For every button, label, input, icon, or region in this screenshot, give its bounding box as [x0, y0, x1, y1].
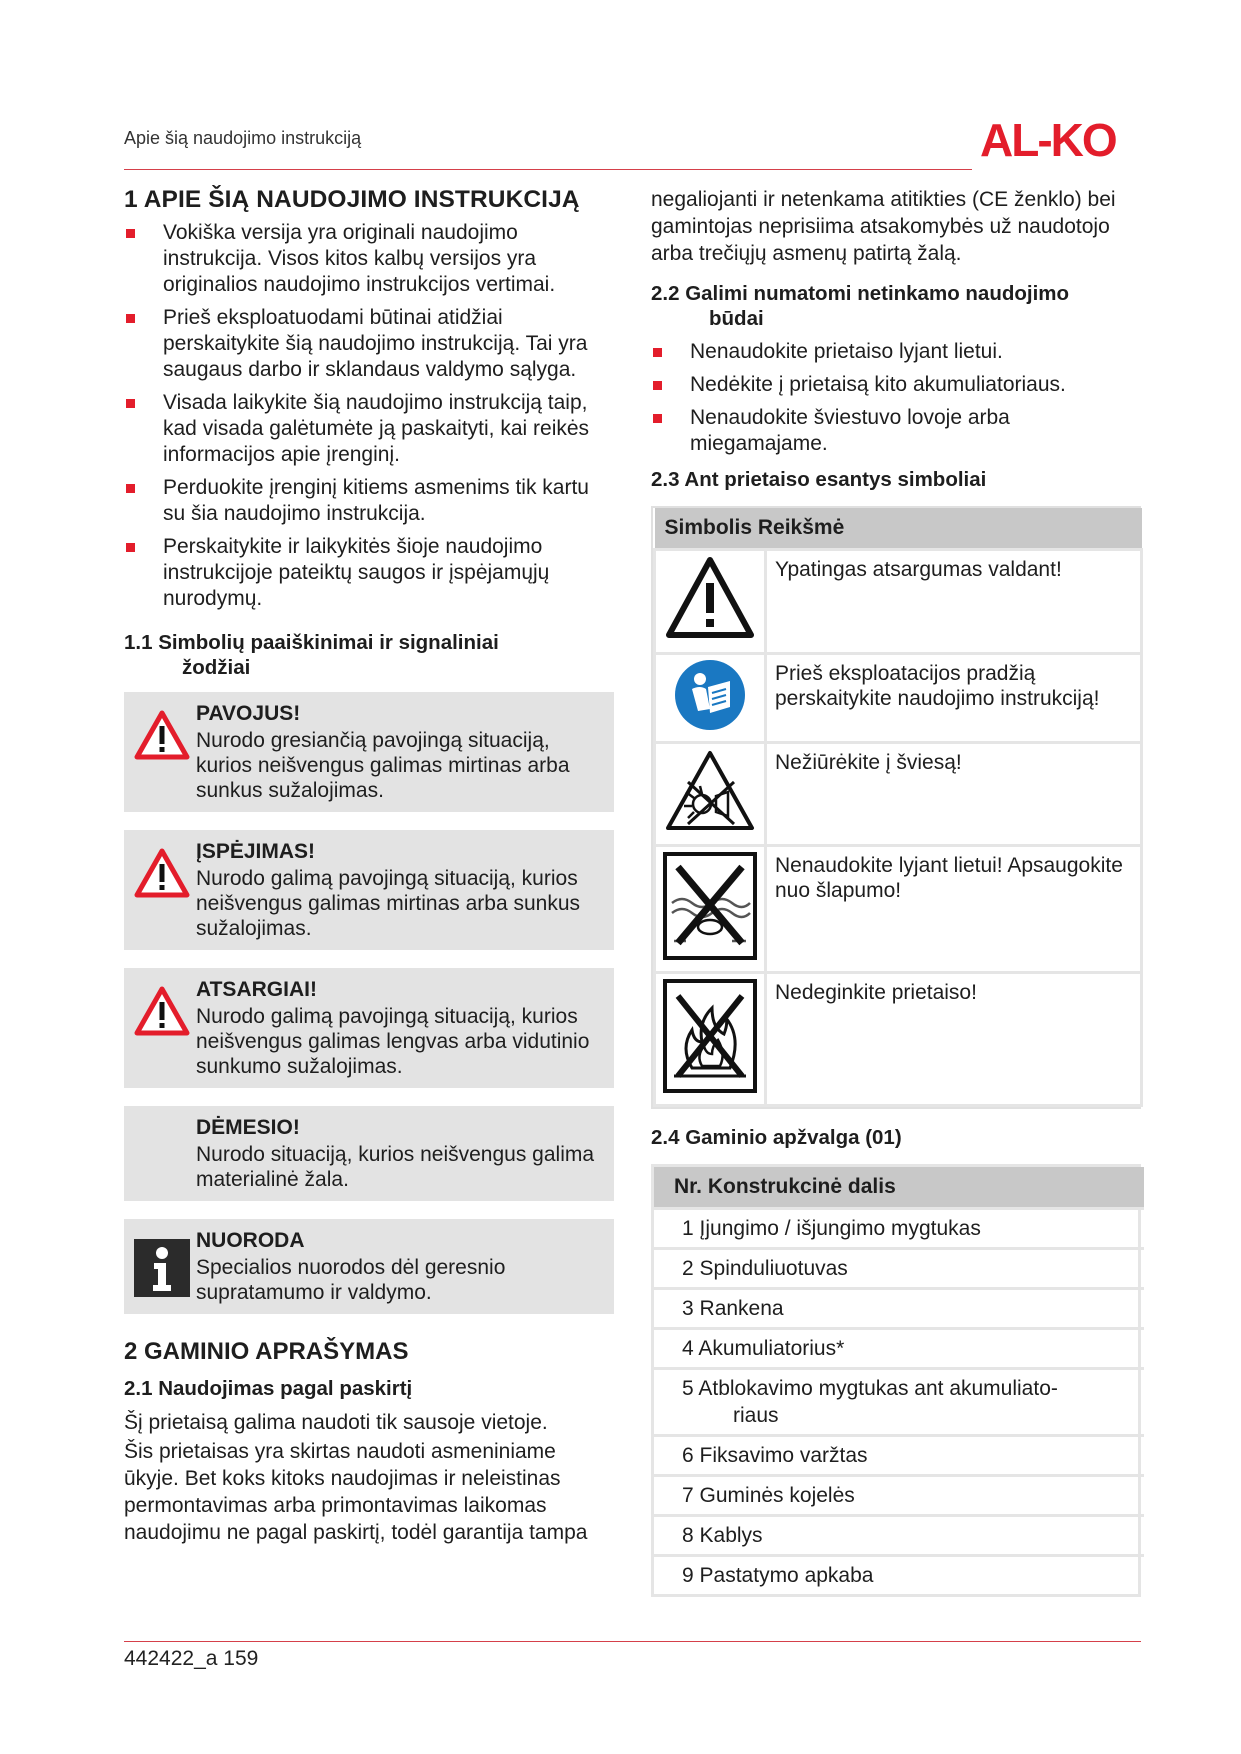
table-row: 6 Fiksavimo varžtas — [654, 1436, 1144, 1476]
signal-box-note — [124, 1219, 614, 1314]
signal-word: ATSARGIAI! — [196, 978, 317, 1001]
read-manual-icon — [674, 659, 746, 731]
paragraph: Šis prietaisas yra skirtas naudoti asmeniniame ūkyje. Bet koks kitoks naudojimas ir neleistinas permontavimas arba primontavimas laikomas naudojimu ne pagal paskirtį, todėl garantija tampa — [124, 1440, 588, 1544]
warning-triangle-icon — [134, 710, 190, 760]
table-row: 3 Rankena — [654, 1289, 1144, 1329]
table-row: Nenaudokite lyjant lietui! Apsaugokite nuo šlapumo! — [655, 846, 1142, 973]
section-2-1-heading: 2.1 Naudojimas pagal paskirtį — [124, 1377, 413, 1400]
signal-text: Nurodo gresiančią pavojingą situaciją, kurios neišvengus galimas mirtinas arba sunkus sužalojimas. — [196, 729, 570, 802]
parts-table-header: Nr. Konstrukcinė dalis — [654, 1167, 1144, 1209]
svg-text:AL-KO: AL-KO — [980, 116, 1116, 162]
left-column — [124, 186, 614, 1546]
signal-box-danger — [124, 692, 614, 812]
list-item: Nenaudokite prietaiso lyjant lietui. — [651, 339, 1141, 365]
signal-word: DĖMESIO! — [196, 1116, 300, 1139]
symbols-table-header: Simbolis Reikšmė — [655, 508, 1142, 550]
table-row: 8 Kablys — [654, 1516, 1144, 1556]
running-header: Apie šią naudojimo instrukciją — [124, 128, 362, 148]
signal-text: Nurodo situaciją, kurios neišvengus galima materialinė žala. — [196, 1143, 595, 1191]
symbols-table — [651, 506, 1141, 1109]
footer-divider — [124, 1641, 1141, 1642]
signal-box-warning — [124, 830, 614, 950]
signal-box-notice — [124, 1106, 614, 1201]
parts-table — [651, 1164, 1141, 1597]
section-2-4-heading: 2.4 Gaminio apžvalga (01) — [651, 1126, 902, 1149]
right-column — [651, 186, 1141, 1597]
section-1-heading: 1 APIE ŠIĄ NAUDOJIMO INSTRUKCIJĄ — [124, 186, 580, 213]
list-item: Nenaudokite šviestuvo lovoje arba miegamajame. — [651, 405, 1141, 457]
warning-triangle-icon — [134, 848, 190, 898]
list-item: Nedėkite į prietaisą kito akumuliatoriaus. — [651, 372, 1141, 398]
page-footer: 442422_a 159 — [124, 1647, 259, 1670]
signal-text: Nurodo galimą pavojingą situaciją, kurios neišvengus galimas lengvas arba vidutinio sunkumo sužalojimas. — [196, 1005, 590, 1078]
signal-word: NUORODA — [196, 1229, 305, 1252]
list-item: Visada laikykite šią naudojimo instrukciją taip, kad visada galėtumėte ją paskaityti, kai reikės informacijos apie įrenginį. — [124, 390, 614, 468]
paragraph: Šį prietaisą galima naudoti tik sausoje vietoje. — [124, 1411, 548, 1434]
list-item: Prieš eksploatuodami būtinai atidžiai perskaitykite šią naudojimo instrukciją. Tai yra saugaus darbo ir sklandaus valdymo sąlyga. — [124, 305, 614, 383]
alko-logo — [980, 116, 1140, 162]
info-icon — [134, 1239, 190, 1297]
warning-triangle-icon — [665, 555, 755, 641]
table-row: Nežiūrėkite į šviesą! — [655, 743, 1142, 846]
table-row: Ypatingas atsargumas valdant! — [655, 550, 1142, 654]
table-row: 4 Akumuliatorius* — [654, 1329, 1144, 1369]
no-fire-icon — [662, 978, 758, 1094]
section-1-list — [124, 220, 614, 612]
signal-text: Specialios nuorodos dėl geresnio supratamumo ir valdymo. — [196, 1256, 506, 1304]
section-2-3-heading: 2.3 Ant prietaiso esantys simboliai — [651, 468, 987, 491]
list-item: Vokiška versija yra originali naudojimo instrukcija. Visos kitos kalbų versijos yra originalios naudojimo instrukcijos vertimai. — [124, 220, 614, 298]
signal-word: ĮSPĖJIMAS! — [196, 840, 316, 863]
signal-box-caution — [124, 968, 614, 1088]
warning-triangle-icon — [134, 986, 190, 1036]
table-row: 5 Atblokavimo mygtukas ant akumuliato- riaus — [654, 1369, 1144, 1436]
table-row: Nedeginkite prietaiso! — [655, 973, 1142, 1106]
no-rain-icon — [662, 851, 758, 961]
signal-text: Nurodo galimą pavojingą situaciją, kurios neišvengus galimas mirtinas arba sunkus sužalojimas. — [196, 867, 581, 940]
list-item: Perskaitykite ir laikykitės šioje naudojimo instrukcijoje pateiktų saugos ir įspėjamųjų nurodymų. — [124, 534, 614, 612]
header-divider — [124, 169, 972, 170]
signal-word: PAVOJUS! — [196, 702, 301, 725]
table-row: Prieš eksploatacijos pradžią perskaitykite naudojimo instrukciją! — [655, 654, 1142, 743]
section-2-heading: 2 GAMINIO APRAŠYMAS — [124, 1338, 409, 1365]
section-2-2-list — [651, 339, 1141, 457]
paragraph-continued: negaliojanti ir netenkama atitikties (CE ženklo) bei gamintojas neprisiima atsakomybės už naudotojo arba trečiųjų asmenų patirtą žalą. — [651, 188, 1116, 265]
table-row: 7 Guminės kojelės — [654, 1476, 1144, 1516]
table-row: 1 Įjungimo / išjungimo mygtukas — [654, 1209, 1144, 1249]
section-1-1-heading: 1.1 Simbolių paaiškinimai ir signaliniai žodžiai — [124, 631, 499, 679]
table-row: 2 Spinduliuotuvas — [654, 1249, 1144, 1289]
list-item: Perduokite įrenginį kitiems asmenims tik kartu su šia naudojimo instrukcija. — [124, 475, 614, 527]
do-not-look-light-icon — [664, 748, 756, 834]
table-row: 9 Pastatymo apkaba — [654, 1556, 1144, 1595]
section-2-2-heading: 2.2 Galimi numatomi netinkamo naudojimo būdai — [651, 282, 1070, 330]
